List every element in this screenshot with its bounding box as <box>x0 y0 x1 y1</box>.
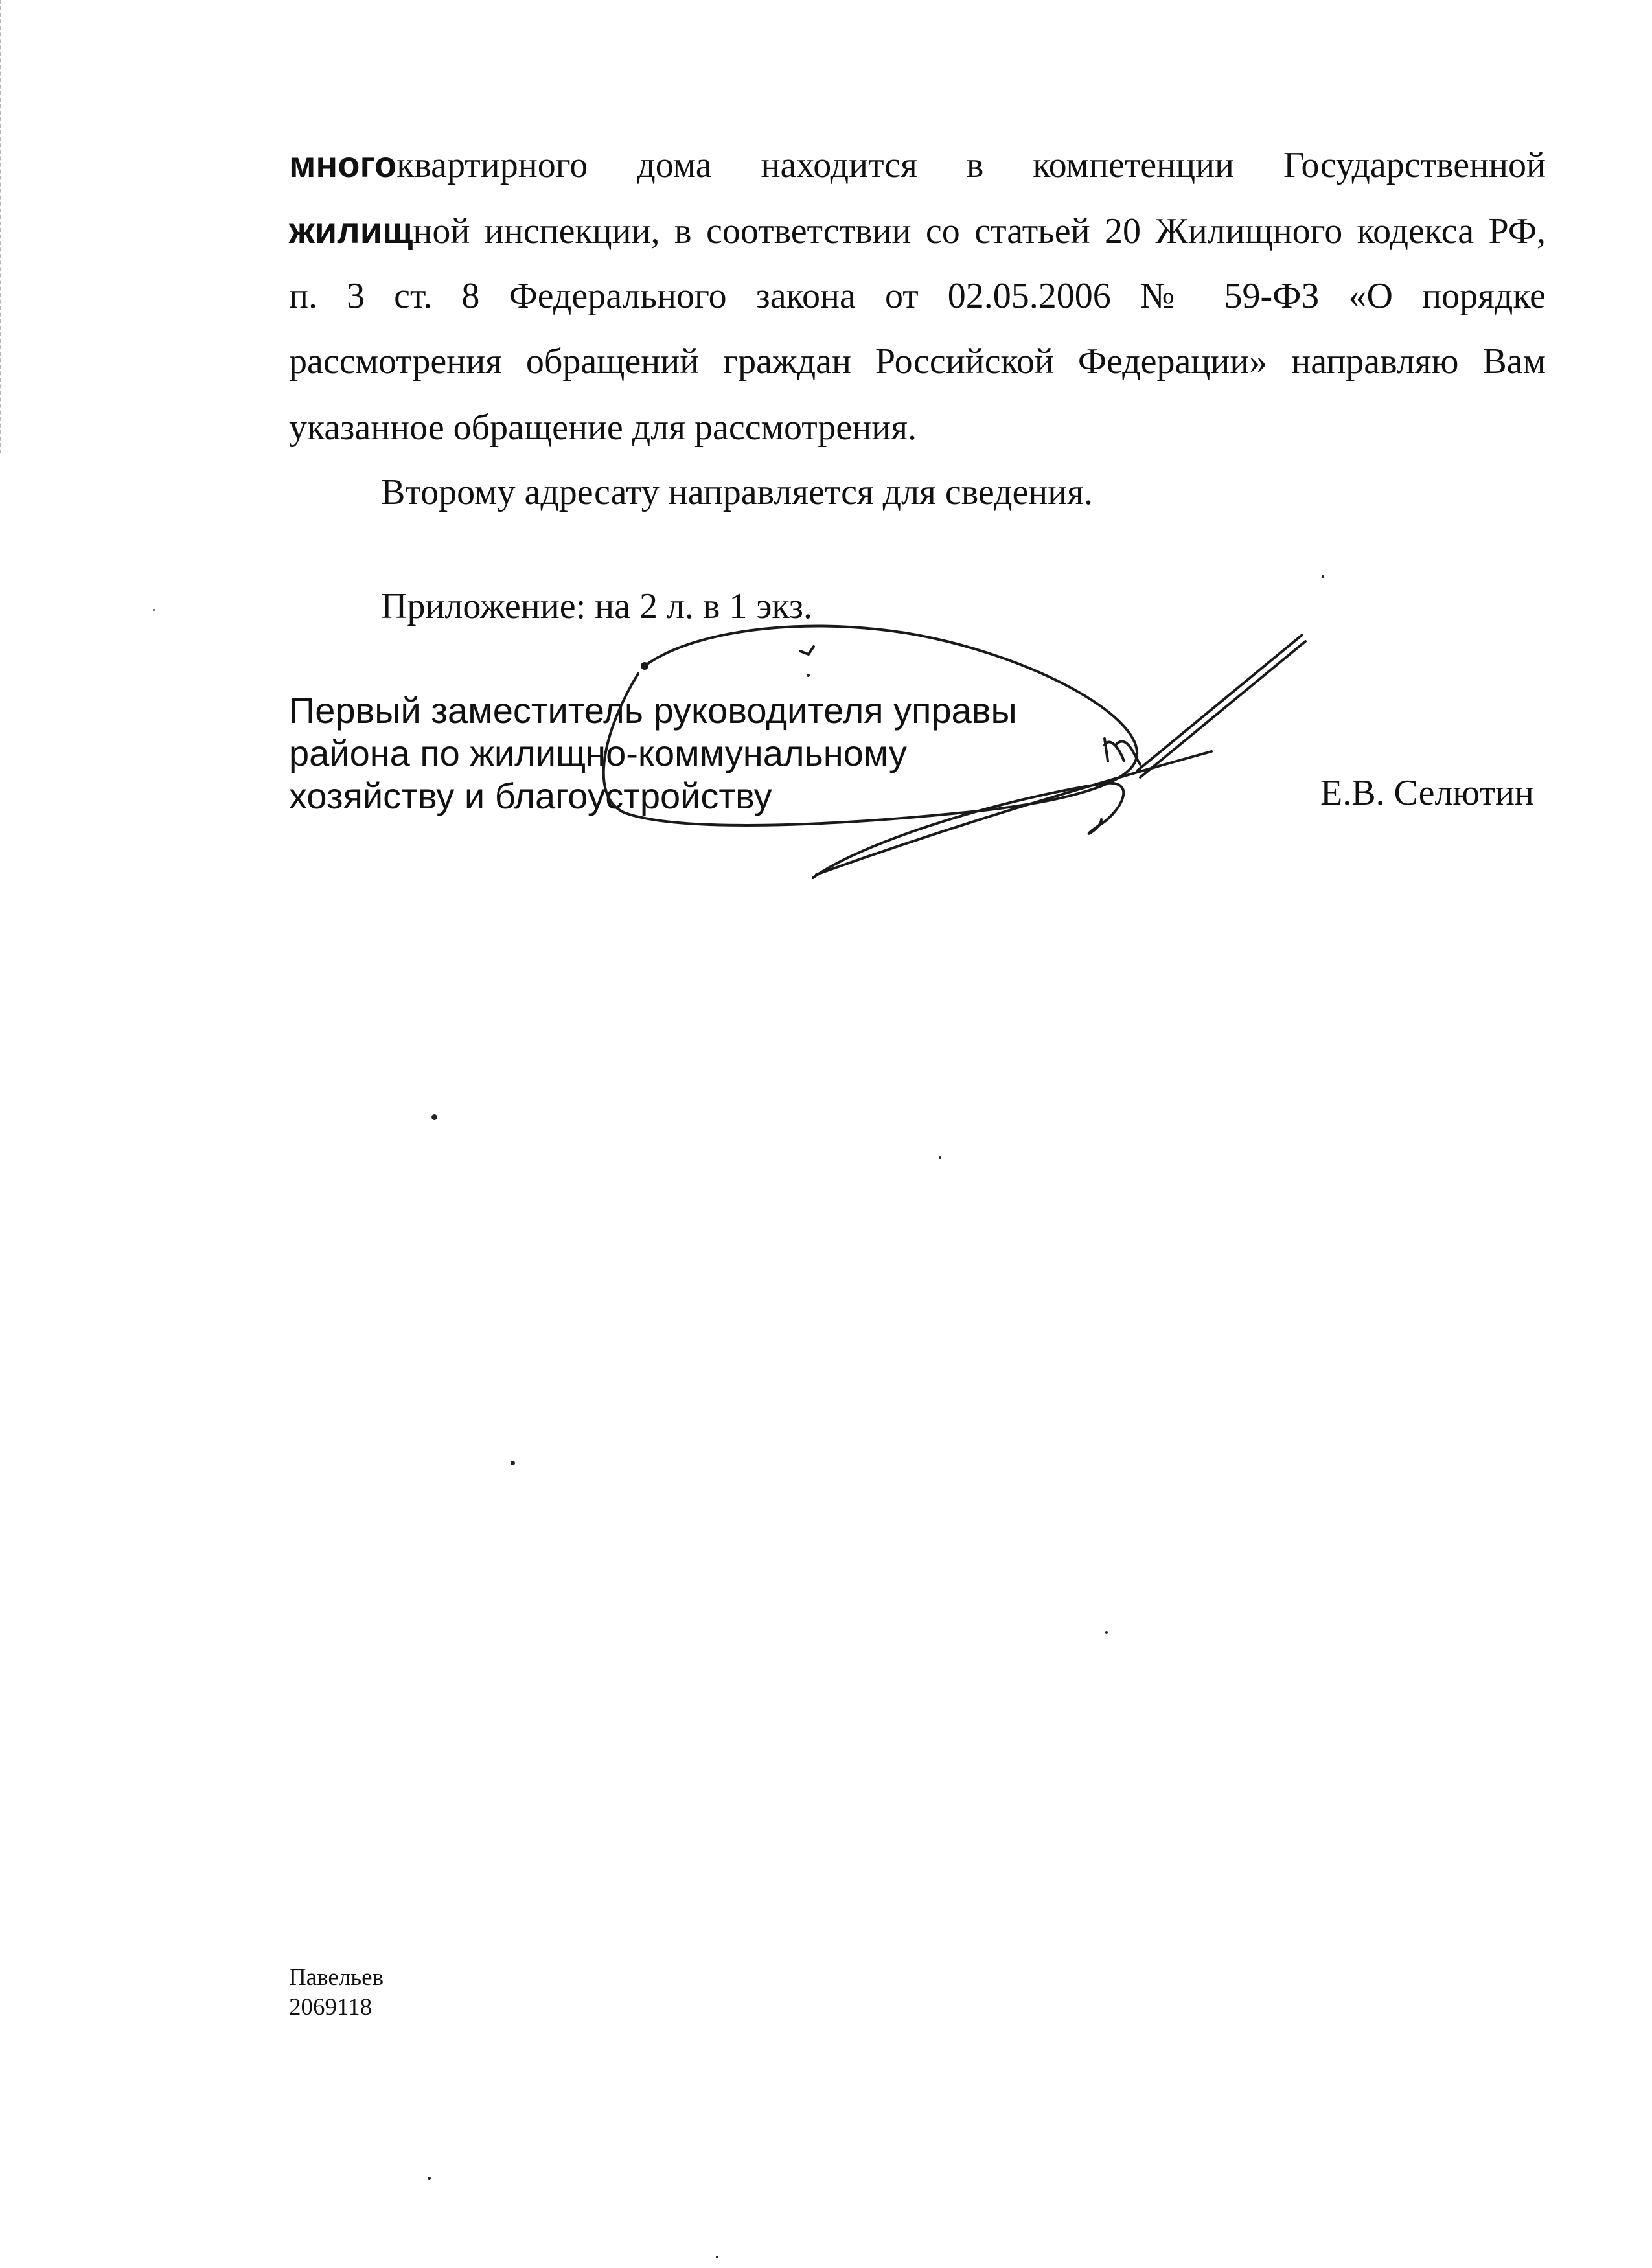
scan-speck <box>939 1156 941 1159</box>
paragraph-1-line-2 <box>289 212 1546 249</box>
scan-speck <box>153 609 155 611</box>
line-1-first-word: много <box>289 144 397 185</box>
line-2-first-word: жилищ <box>289 210 413 251</box>
paragraph-1-line-4: рассмотрения обращений граждан Российской Федерации» направляю Вам <box>289 341 1546 382</box>
scan-speck <box>511 1461 515 1465</box>
scan-speck <box>716 2256 718 2258</box>
signatory-title-line-1: Первый заместитель руководителя управы <box>289 690 1017 731</box>
scan-edge-mark <box>0 0 4 453</box>
scan-speck <box>1105 1631 1108 1634</box>
line-1-rest: квартирного дома находится в компетенции Государственной <box>396 145 1546 185</box>
signatory-title <box>289 689 1017 818</box>
scan-speck <box>1322 575 1324 578</box>
signatory-title-line-3: хозяйству и благоустройству <box>289 775 772 816</box>
paragraph-1-line-3: п. 3 ст. 8 Федерального закона от 02.05.2006 № 59-ФЗ «О порядке <box>289 276 1546 316</box>
scan-speck <box>807 674 810 677</box>
executor-phone: 2069118 <box>289 1994 373 2021</box>
paragraph-1-line-1 <box>289 146 1546 183</box>
line-2-rest: ной инспекции, в соответствии со статьей 20 Жилищного кодекса РФ, <box>413 211 1546 251</box>
paragraph-2: Второму адресату направляется для сведения. <box>381 472 1093 512</box>
scan-speck <box>431 1114 437 1120</box>
scan-speck <box>428 2177 431 2180</box>
signatory-name: Е.В. Селютин <box>1320 773 1534 813</box>
executor-name: Павельев <box>289 1964 384 1991</box>
executor-info <box>289 1963 384 2022</box>
paragraph-1-line-5: указанное обращение для рассмотрения. <box>289 407 917 448</box>
signatory-title-line-2: района по жилищно-коммунальному <box>289 733 907 773</box>
attachment-note: Приложение: на 2 л. в 1 экз. <box>381 586 812 626</box>
